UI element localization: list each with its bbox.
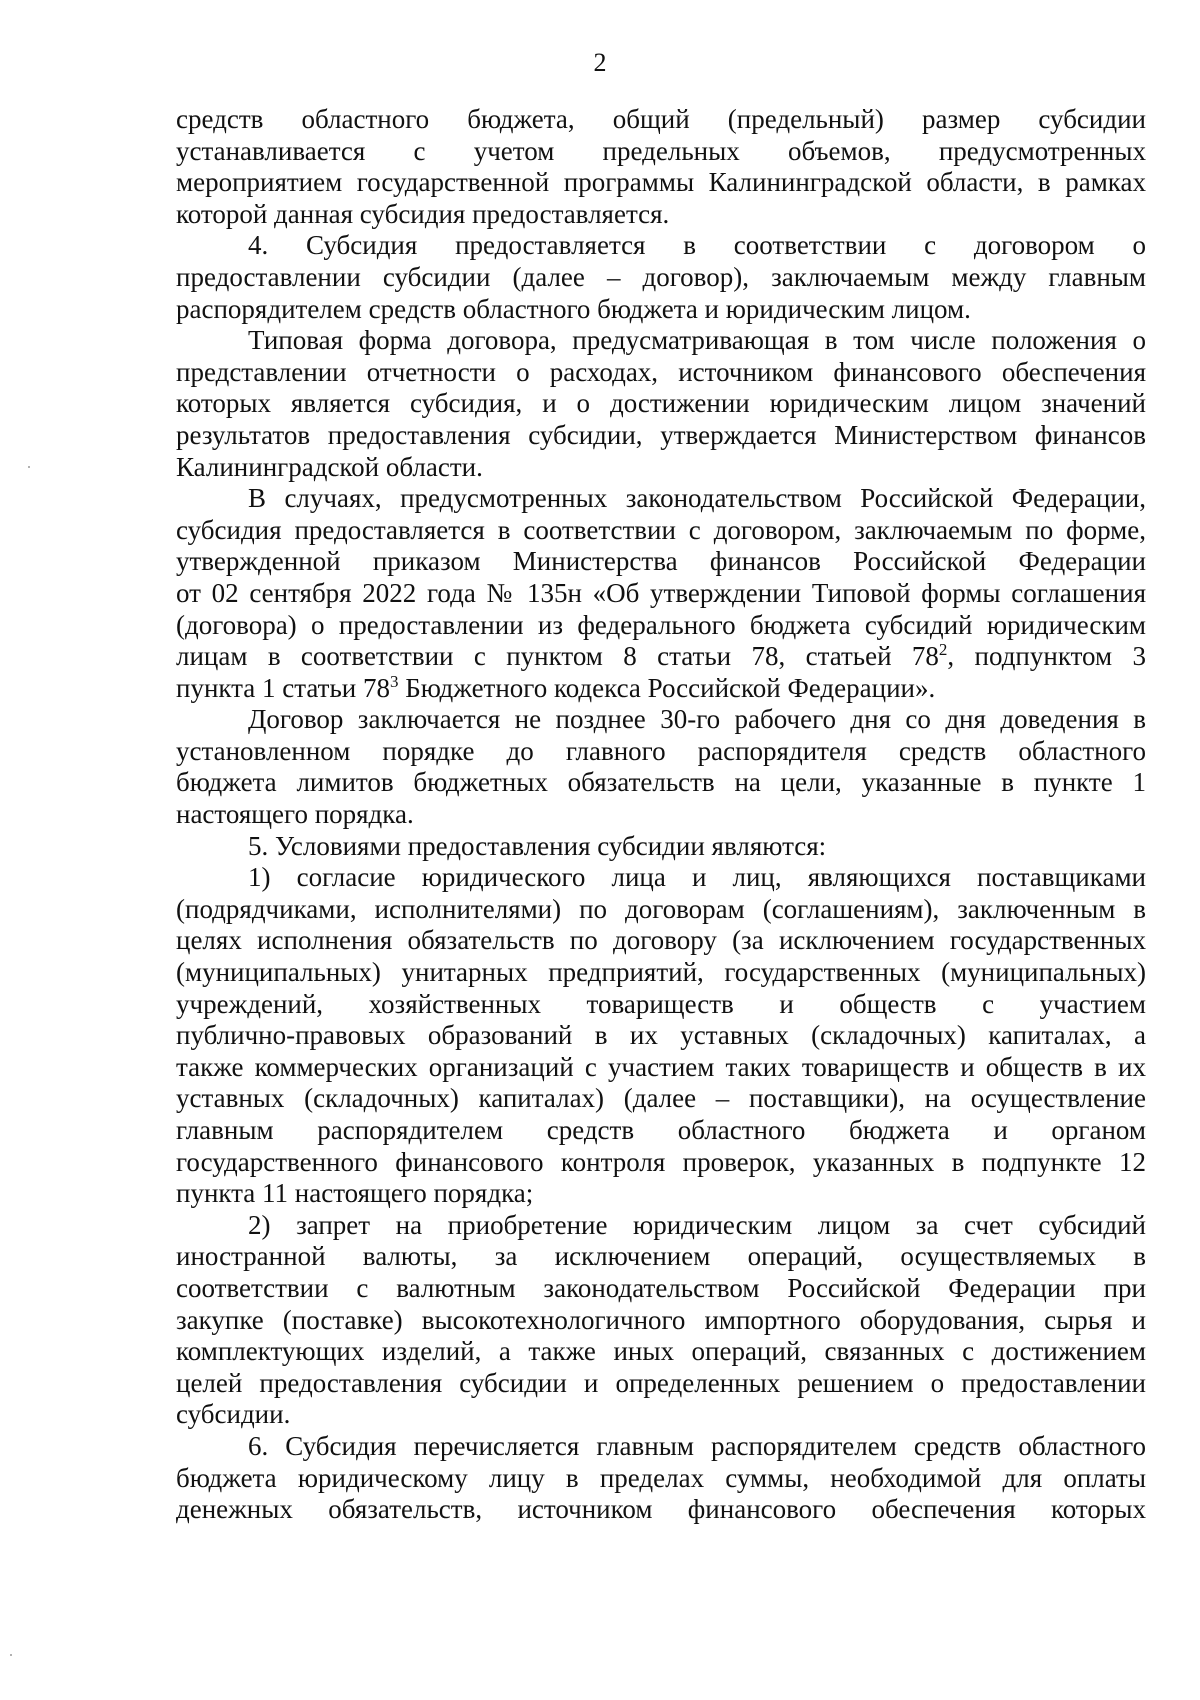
text-line: (подрядчиками, исполнителями) по договорам (соглашениям), заключенным в bbox=[176, 893, 1146, 924]
text-line: целей предоставления субсидии и определенных решением о предоставлении bbox=[176, 1367, 1146, 1398]
text-line: пункта 11 настоящего порядка; bbox=[176, 1178, 534, 1209]
text-line: настоящего порядка. bbox=[176, 799, 414, 830]
text-line: Типовая форма договора, предусматривающая в том числе положения о bbox=[248, 325, 1146, 356]
document-body bbox=[176, 104, 1146, 1526]
text-line: бюджета юридическому лицу в пределах суммы, необходимой для оплаты bbox=[176, 1462, 1146, 1493]
text-line: которых является субсидия, и о достижении юридическим лицом значений bbox=[176, 388, 1146, 419]
text-line: соответствии с валютным законодательством Российской Федерации при bbox=[176, 1272, 1146, 1303]
text-line: комплектующих изделий, а также иных операций, связанных с достижением bbox=[176, 1336, 1146, 1367]
scan-dust-mark bbox=[10, 1654, 12, 1656]
text-line: мероприятием государственной программы Калининградской области, в рамках bbox=[176, 167, 1146, 198]
text-line: 2) запрет на приобретение юридическим лицом за счет субсидий bbox=[248, 1209, 1146, 1240]
paragraph-p-continuation bbox=[176, 104, 1146, 230]
paragraph-p-4-deadline bbox=[176, 704, 1146, 830]
text-line: пункта 1 статьи $78^3$ Бюджетного кодекса Российской Федерации». bbox=[176, 671, 936, 703]
text-line: которой данная субсидия предоставляется. bbox=[176, 198, 670, 229]
paragraph-p-6 bbox=[176, 1431, 1146, 1526]
text-line: (договора) о предоставлении из федерального бюджета субсидий юридическим bbox=[176, 609, 1146, 640]
text-line: также коммерческих организаций с участием таких товариществ и обществ в их bbox=[176, 1051, 1146, 1082]
text-line: 6. Субсидия перечисляется главным распорядителем средств областного bbox=[248, 1430, 1146, 1461]
paragraph-p-5 bbox=[176, 831, 1146, 863]
text-line: Договор заключается не позднее 30-го рабочего дня со дня доведения в bbox=[248, 704, 1146, 735]
text-line: результатов предоставления субсидии, утверждается Министерством финансов bbox=[176, 419, 1146, 450]
text-line: учреждений, хозяйственных товариществ и обществ с участием bbox=[176, 988, 1146, 1019]
text-line: субсидия предоставляется в соответствии с договором, заключаемым по форме, bbox=[176, 514, 1146, 545]
text-line: иностранной валюты, за исключением операций, осуществляемых в bbox=[176, 1241, 1146, 1272]
page-number: 2 bbox=[593, 48, 607, 77]
paragraph-p-4-typical-form bbox=[176, 325, 1146, 483]
text-line: от 02 сентября 2022 года № 135н «Об утверждении Типовой формы соглашения bbox=[176, 577, 1146, 608]
superscript: 3 bbox=[389, 671, 399, 691]
text-line: 5. Условиями предоставления субсидии являются: bbox=[248, 830, 827, 861]
text-line: 1) согласие юридического лица и лиц, являющихся поставщиками bbox=[248, 862, 1146, 893]
text-line: установленном порядке до главного распорядителя средств областного bbox=[176, 735, 1146, 766]
text-line: средств областного бюджета, общий (предельный) размер субсидии bbox=[176, 104, 1146, 134]
text-line: целях исполнения обязательств по договору (за исключением государственных bbox=[176, 925, 1146, 956]
text-line: субсидии. bbox=[176, 1399, 291, 1430]
text-line: Калининградской области. bbox=[176, 451, 483, 482]
paragraph-p-5-1 bbox=[176, 862, 1146, 1210]
text-line: предоставлении субсидии (далее – договор), заключаемым между главным bbox=[176, 261, 1146, 292]
paragraph-p-4 bbox=[176, 230, 1146, 325]
paragraph-p-5-2 bbox=[176, 1210, 1146, 1431]
text-line: государственного финансового контроля проверок, указанных в подпункте 12 bbox=[176, 1146, 1146, 1177]
text-line: представлении отчетности о расходах, источником финансового обеспечения bbox=[176, 356, 1146, 387]
text-line: главным распорядителем средств областного бюджета и органом bbox=[176, 1115, 1146, 1145]
scan-dust-mark bbox=[28, 466, 30, 468]
text-line: утвержденной приказом Министерства финансов Российской Федерации bbox=[176, 546, 1146, 577]
text-line: уставных (складочных) капиталах) (далее – поставщики), на осуществление bbox=[176, 1083, 1146, 1114]
text-line: денежных обязательств, источником финансового обеспечения которых bbox=[176, 1494, 1146, 1525]
text-line: бюджета лимитов бюджетных обязательств на цели, указанные в пункте 1 bbox=[176, 767, 1146, 798]
text-line: закупке (поставке) высокотехнологичного импортного оборудования, сырья и bbox=[176, 1304, 1146, 1335]
text-line: публично-правовых образований в их уставных (складочных) капиталах, а bbox=[176, 1020, 1146, 1051]
paragraph-p-4-federal-cases bbox=[176, 483, 1146, 704]
text-line: лицам в соответствии с пунктом 8 статьи 78, статьей $78^2$, подпунктом 3 bbox=[176, 640, 1146, 672]
text-line: 4. Субсидия предоставляется в соответствии с договором о bbox=[248, 230, 1146, 261]
text-line: распорядителем средств областного бюджета и юридическим лицом. bbox=[176, 293, 971, 324]
text-line: (муниципальных) унитарных предприятий, государственных (муниципальных) bbox=[176, 957, 1146, 988]
text-line: В случаях, предусмотренных законодательством Российской Федерации, bbox=[248, 483, 1146, 514]
superscript: 2 bbox=[938, 640, 948, 660]
text-line: устанавливается с учетом предельных объемов, предусмотренных bbox=[176, 135, 1146, 166]
